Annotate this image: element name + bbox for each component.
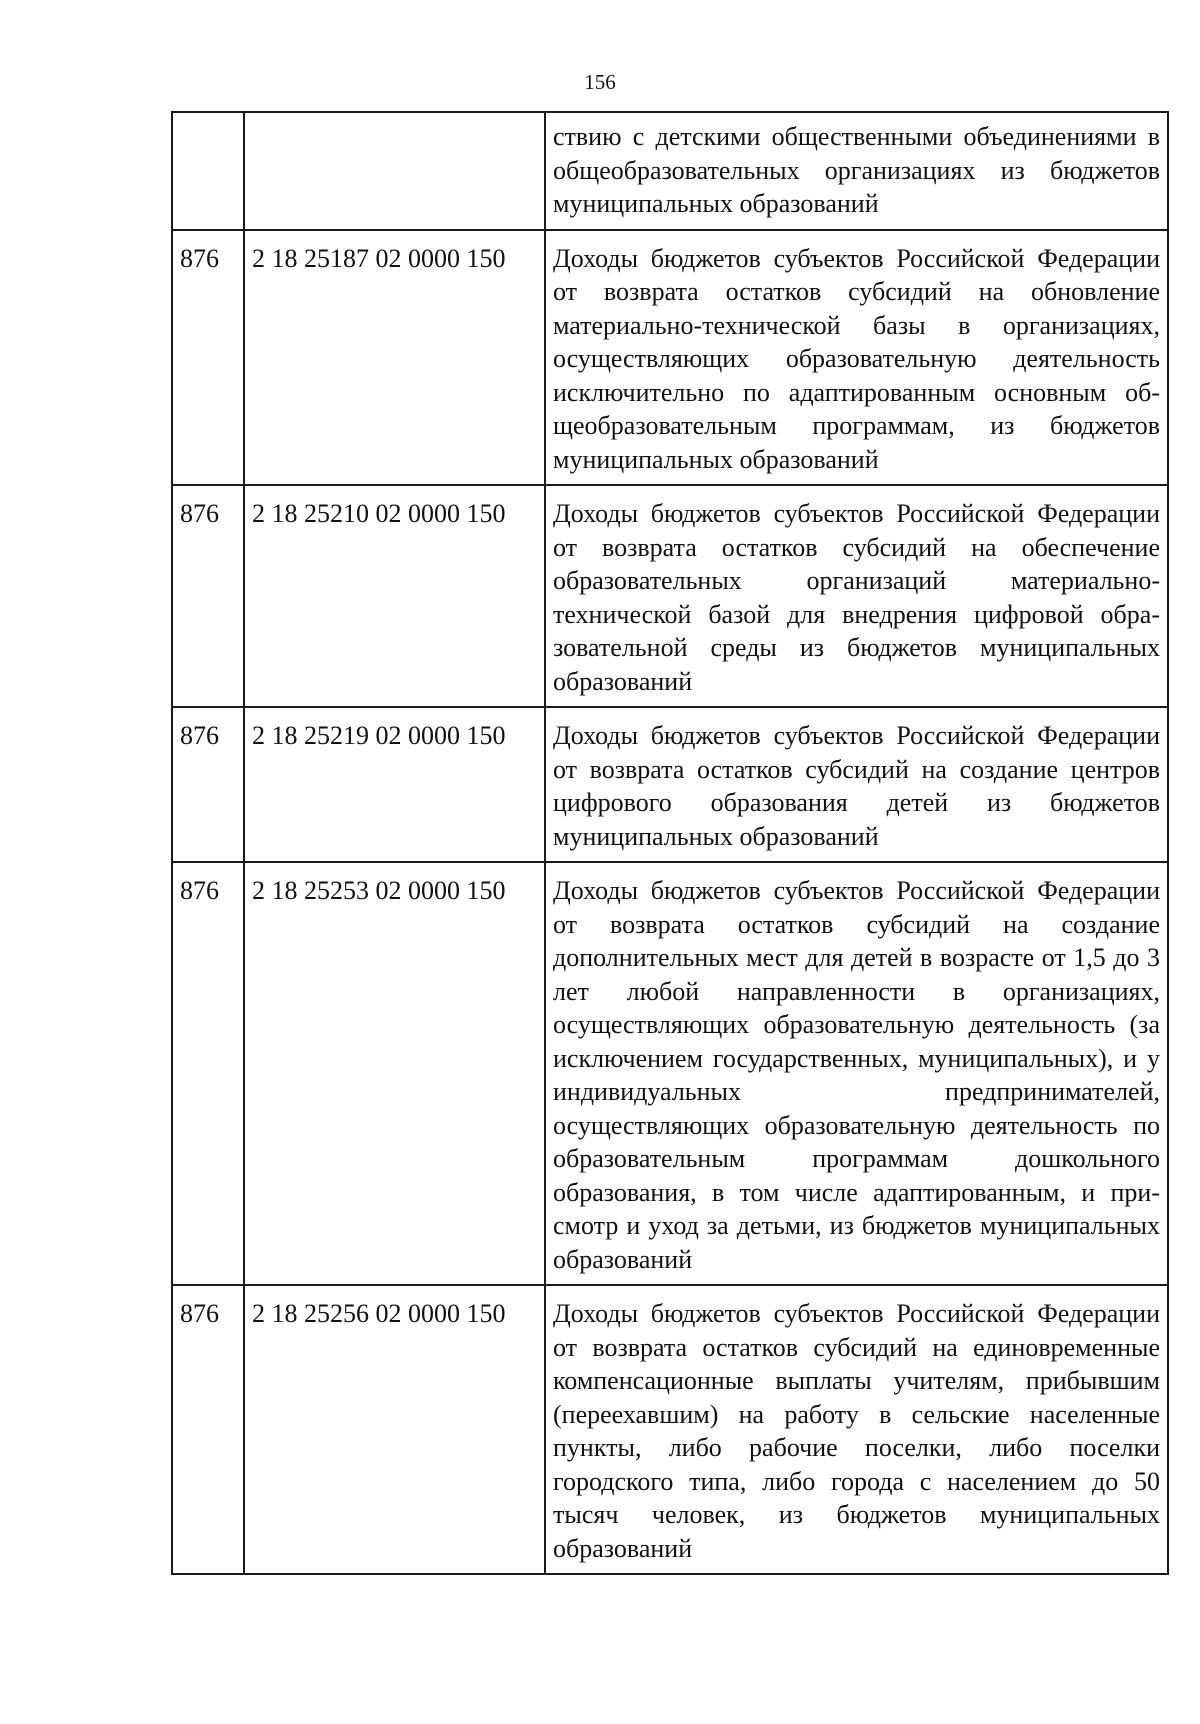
table-row [172, 862, 1168, 1285]
admin-code-cell: 876 [172, 707, 244, 862]
table-row [172, 230, 1168, 486]
admin-code-cell: 876 [172, 1285, 244, 1574]
table-row [172, 707, 1168, 862]
revenue-description-cell: Доходы бюджетов субъектов Российской Федерации от возврата остатков субсидий на единовременные компенсационные выплаты учителям, прибывшим (переехавшим) на работу в сельские населенные пункты, либо рабочие поселки, либо поселки городского типа, либо города с населением до 50 тысяч человек, из бюджетов муниципальных образований [545, 1285, 1168, 1574]
revenue-description-cell: Доходы бюджетов субъектов Российской Федерации от возврата остатков субсидий на создание дополнительных мест для детей в возрасте от 1,5 до 3 лет любой направленности в организациях, осуществляющих образовательную деятельность (за исключением государственных, муниципальных), и у индивидуальных предпринимателей, осуществляющих образовательную деятельность по образовательным программам дошкольного образования, в том числе адаптированным, и присмотр и уход за детьми, из бюджетов муниципальных образований [545, 862, 1168, 1285]
admin-code-cell: 876 [172, 862, 244, 1285]
budget-code-cell: 2 18 25187 02 0000 150 [244, 230, 545, 486]
budget-code-cell: 2 18 25256 02 0000 150 [244, 1285, 545, 1574]
budget-revenue-table [171, 111, 1169, 1575]
budget-code-cell [244, 112, 545, 230]
budget-code-cell: 2 18 25253 02 0000 150 [244, 862, 545, 1285]
table-row [172, 485, 1168, 707]
admin-code-cell: 876 [172, 485, 244, 707]
table-row [172, 1285, 1168, 1574]
page-number: 156 [584, 70, 616, 94]
revenue-description-cell: Доходы бюджетов субъектов Российской Федерации от возврата остатков субсидий на обновление материально-технической базы в организациях, осуществляющих образовательную деятельность исключительно по адаптированным основным общеобразовательным программам, из бюджетов муниципальных образований [545, 230, 1168, 486]
revenue-description-cell: Доходы бюджетов субъектов Российской Федерации от возврата остатков субсидий на обеспечение образовательных организаций материально-технической базой для внедрения цифровой образовательной среды из бюджетов муниципальных образований [545, 485, 1168, 707]
admin-code-cell: 876 [172, 230, 244, 486]
revenue-description-cell: ствию с детскими общественными объединениями в общеобразовательных организациях из бюджетов муниципальных образований [545, 112, 1168, 230]
admin-code-cell [172, 112, 244, 230]
revenue-description-cell: Доходы бюджетов субъектов Российской Федерации от возврата остатков субсидий на создание центров цифрового образования детей из бюджетов муниципальных образований [545, 707, 1168, 862]
budget-code-cell: 2 18 25219 02 0000 150 [244, 707, 545, 862]
table-row [172, 112, 1168, 230]
budget-code-cell: 2 18 25210 02 0000 150 [244, 485, 545, 707]
